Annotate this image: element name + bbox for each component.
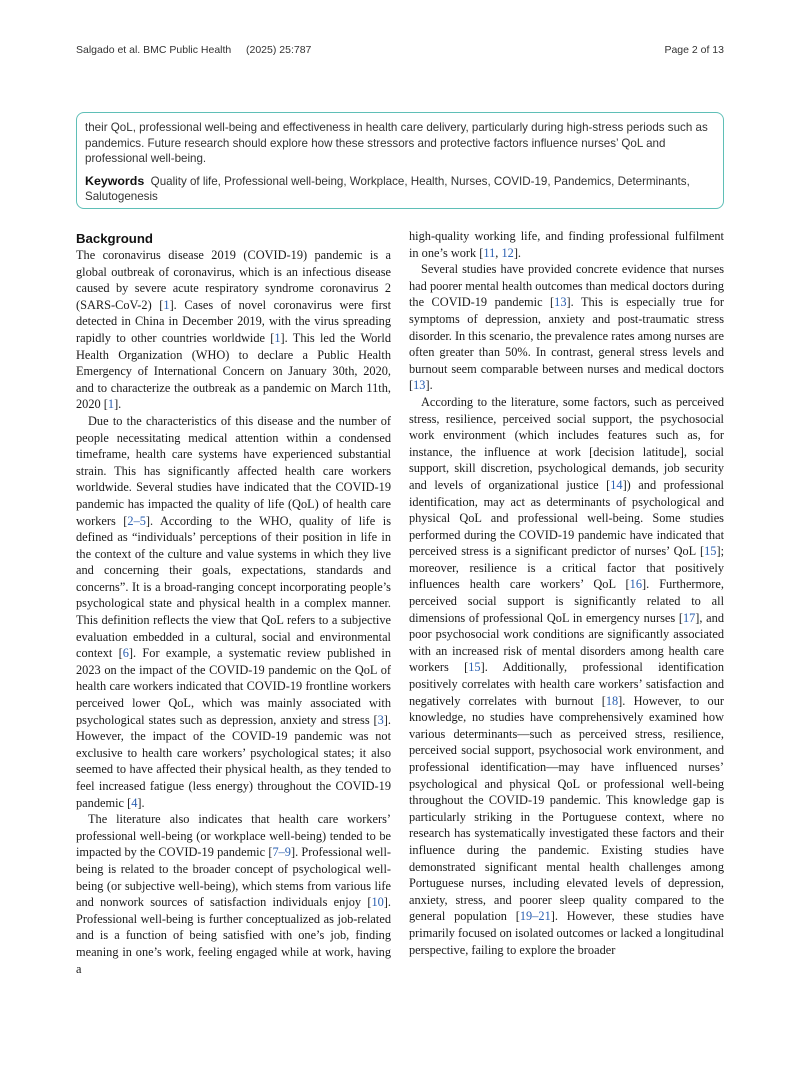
paragraph-4: Several studies have provided concrete evidence that nurses had poorer mental health outcomes than medical doctors during the COVID-19 pandemic [13]. This is especially true for symptoms of depression, anxiety and post-traumatic stress disorder. In this scenario, the prevalence rates among nurses are often greater than 50%. In contrast, general stress levels and burnout seem comparable between nurses and medical doctors [13]. bbox=[409, 262, 724, 393]
citation-ref[interactable]: 1 bbox=[163, 297, 170, 312]
journal-citation: Salgado et al. BMC Public Health bbox=[76, 44, 232, 56]
citation-ref[interactable]: 13 bbox=[554, 295, 567, 310]
citation-ref[interactable]: 3 bbox=[377, 712, 384, 727]
paragraph-3: The literature also indicates that health care workers’ professional well-being (or workplace well-being) tended to be impacted by the COVID-19 pandemic [7–9]. Professional well-being is related to the broader concept of psychological well-being (or subjective well-being), which stems from various life and nonwork sources of satisfaction individuals enjoy [10]. Professional well-being is further conceptualized as job-related and is a function of being satisfied with one’s job, finding meaning in one’s work, feeling engaged while at work, having a bbox=[76, 812, 391, 976]
running-header bbox=[76, 44, 724, 60]
paragraph-3-continued: high-quality working life, and finding professional fulfilment in one’s work [11, 12]. bbox=[409, 229, 724, 260]
citation-ref[interactable]: 19–21 bbox=[519, 909, 551, 924]
paragraph-1: The coronavirus disease 2019 (COVID-19) pandemic is a global outbreak of coronavirus, which is an infectious disease caused by severe acute respiratory syndrome coronavirus 2 (SARS-CoV-2) [1]. Cases of novel coronavirus were first detected in China in December 2019, with the virus spreading rapidly to other countries worldwide [1]. This led the World Health Organization (WHO) to declare a Public Health Emergency of International Concern on January 30th, 2020, and to characterize the outbreak as a pandemic on March 11th, 2020 [1]. bbox=[76, 248, 391, 412]
citation-ref[interactable]: 1 bbox=[107, 397, 115, 412]
citation-ref[interactable]: 15 bbox=[468, 660, 481, 675]
citation-ref[interactable]: 11 bbox=[483, 245, 496, 260]
citation-ref[interactable]: 13 bbox=[413, 378, 426, 393]
keywords-list: Quality of life, Professional well-being, Workplace, Health, Nurses, COVID-19, Pandemics, Determinants, Salutogenesis bbox=[85, 174, 690, 203]
page-number: Page 2 of 13 bbox=[664, 44, 724, 56]
left-column bbox=[76, 228, 391, 977]
citation-ref[interactable]: 1 bbox=[274, 330, 281, 345]
keywords-line bbox=[85, 174, 715, 205]
citation-ref[interactable]: 18 bbox=[605, 693, 619, 708]
citation-ref[interactable]: 7–9 bbox=[272, 845, 291, 860]
citation-ref[interactable]: 16 bbox=[629, 577, 642, 592]
paragraph-2: Due to the characteristics of this disease and the number of people necessitating medical attention within a condensed timeframe, health care systems have experienced substantial strain. This has significantly affected health care workers worldwide. Several studies have indicated that the COVID-19 pandemic has impacted the quality of life (QoL) of health care workers [2–5]. According to the WHO, quality of life is defined as “individuals’ perceptions of their position in life in the context of the culture and value systems in which they live and concerning their goals, expectations, standards and concerns”. It is a broad-ranging concept incorporating people’s psychological state and physical health in a complex manner. This definition reflects the view that QoL refers to a subjective evaluation embedded in a cultural, social and environmental context [6]. For example, a systematic review published in 2023 on the impact of the COVID-19 pandemic on the QoL of health care workers indicated that COVID-19 frontline workers perceived lower QoL, which was mainly associated with psychological states such as depression, anxiety and stress [3]. However, the impact of the COVID-19 pandemic was not exclusive to health care workers’ psychological states; it also seemed to have affected their physical health, as they tended to feel increased fatigue (less energy) throughout the COVID-19 pandemic [4]. bbox=[76, 413, 391, 810]
section-heading-background: Background bbox=[76, 231, 153, 246]
right-column bbox=[409, 228, 724, 958]
citation-year: (2025) 25:787 bbox=[246, 44, 312, 56]
citation-ref[interactable]: 10 bbox=[371, 895, 384, 910]
paragraph-5: According to the literature, some factors, such as perceived stress, resilience, perceived social support, the psychosocial work environment (which includes features such as, for instance, the influence at work [decision latitude], social support, skill discretion, psychological demands, job security and levels of organizational justice [14]) and professional identification, may act as determinants of psychological and physical QoL and professional well-being. Some studies performed during the COVID-19 pandemic have indicated that perceived stress is a significant predictor of nurses’ QoL [15]; moreover, resilience is a critical factor that positively influences health care workers’ QoL [16]. Furthermore, perceived social support is significantly related to all dimensions of professional QoL in emergency nurses [17], and poor psychosocial work conditions are significantly associated with an increased risk of mental disorders among health care workers [15]. Additionally, professional identification positively correlates with health care workers’ satisfaction and negatively correlates with burnout [18]. However, to our knowledge, no studies have comprehensively examined how various determinants—such as perceived stress, resilience, perceived social support, psychosocial work environment, and professional identification—may have influenced nurses’ psychological and physical QoL or professional well-being throughout the COVID-19 pandemic. This knowledge gap is particularly striking in the Portuguese context, where no research has systematically investigated these factors and their influence during the pandemic. Existing studies have demonstrated significant mental health challenges among Portuguese nurses, including elevated levels of depression, anxiety, stress, and poorer sleep quality compared to the general population [19–21]. However, these studies have primarily focused on isolated outcomes or lacked a longitudinal perspective, failing to explore the broader bbox=[409, 394, 724, 957]
abstract-text: their QoL, professional well-being and effectiveness in health care delivery, particularly during high-stress periods such as pandemics. Future research should explore how these stressors and protective factors influence nurses’ QoL and professional well-being. bbox=[85, 121, 708, 165]
citation-ref[interactable]: 17 bbox=[682, 610, 696, 625]
citation-ref[interactable]: 15 bbox=[704, 544, 717, 559]
citation-ref[interactable]: 4 bbox=[131, 795, 138, 810]
citation-ref[interactable]: 14 bbox=[610, 477, 623, 492]
abstract-box bbox=[76, 112, 724, 209]
citation-ref[interactable]: 6 bbox=[122, 646, 129, 661]
keywords-label: Keywords bbox=[85, 173, 145, 188]
citation-ref[interactable]: 12 bbox=[501, 245, 514, 260]
citation-ref[interactable]: 2–5 bbox=[127, 513, 146, 528]
